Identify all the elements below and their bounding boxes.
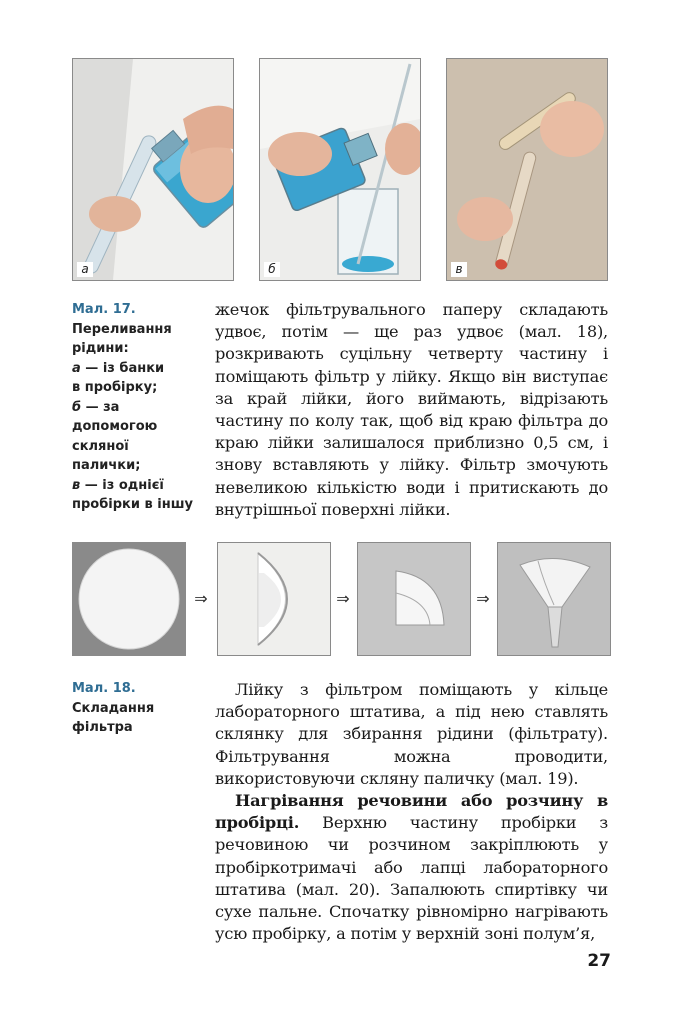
arrow-icon: ⇒ — [336, 589, 350, 608]
figure-18-caption — [72, 679, 208, 738]
caption-line: Переливання — [72, 321, 172, 337]
filter-paper-folded-quarter — [357, 542, 471, 656]
caption-line: фільтра — [72, 720, 133, 735]
caption-line: палички; — [72, 458, 141, 473]
caption-item-b: б — за — [72, 399, 120, 415]
filter-paper-in-funnel — [497, 542, 611, 656]
caption-item-a: а — із банки — [72, 360, 165, 376]
figure-17-caption — [72, 300, 208, 515]
figure-18-title: Мал. 18. — [72, 681, 136, 696]
panel-label-b: б — [264, 262, 280, 277]
filter-paper-folded-half — [217, 542, 331, 656]
panel-label-a: а — [77, 262, 93, 277]
caption-line: Складання — [72, 700, 155, 716]
paragraph-3 — [215, 790, 608, 945]
body-text-lower — [215, 679, 608, 945]
photo-pouring-with-glass-rod — [259, 58, 421, 281]
body-text-paragraph-1 — [215, 299, 608, 521]
caption-line: в пробірку; — [72, 380, 158, 395]
caption-line: скляної — [72, 438, 129, 454]
caption-line: пробірки в іншу — [72, 497, 193, 512]
arrow-icon: ⇒ — [476, 589, 490, 608]
caption-item-v: в — із однієї — [72, 477, 164, 493]
page-number: 27 — [587, 951, 611, 971]
paragraph-1: жечок фільтрувального паперу складають удвоє, потім — ще раз удвоє (мал. 18), розкривають суцільну четверту частину і поміщають фільтр у лійку. Якщо він виступає за край лійки, його виймають, відрізають частину по колу так, щоб від краю фільтра до краю лійки залишалося приблизно 0,5 см, і знову вставляють у лійку. Фільтр змочують невеликою кількістю води і притискають до внутрішньої поверхні лійки. — [215, 300, 608, 519]
caption-line: рідини: — [72, 341, 129, 356]
photo-pouring-between-test-tubes — [446, 58, 608, 281]
arrow-icon: ⇒ — [194, 589, 208, 608]
panel-label-v: в — [451, 262, 467, 277]
filter-paper-circle — [72, 542, 186, 656]
photo-pouring-from-jar-into-test-tube — [72, 58, 234, 281]
caption-line: допомогою — [72, 419, 158, 434]
paragraph-3-body: Верхню частину пробірки з речовиною чи розчином закріплюють у пробіркотримачі або лапці лабораторного штатива (мал. 20). Запалюють спиртівку чи сухе пальне. Спочатку рівномірно нагрівають усю пробірку, а потім у верхній зоні полум’я, — [215, 813, 608, 944]
paragraph-2: Лійку з фільтром поміщають у кільце лабораторного штатива, а під нею ставлять склянку для збирання рідини (фільтрату). Фільтрування можна проводити, використовуючи скляну паличку (мал. 19). — [215, 680, 608, 788]
figure-17-title: Мал. 17. — [72, 302, 136, 317]
paragraph-3-heading: Нагрівання речовини або розчину в пробірці. — [215, 791, 608, 833]
